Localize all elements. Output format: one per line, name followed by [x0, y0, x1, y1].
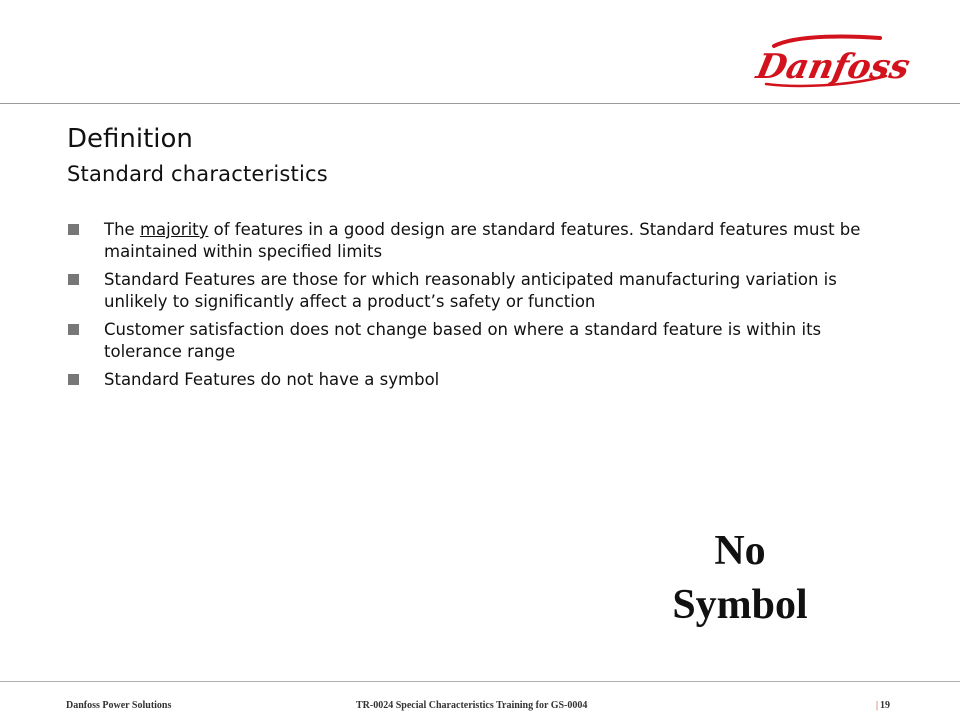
square-bullet-icon — [68, 374, 79, 385]
no-symbol-callout — [620, 524, 860, 632]
bullet-item — [67, 269, 867, 313]
slide-subtitle: Standard characteristics — [67, 162, 328, 186]
footer-page — [876, 700, 890, 712]
header-divider — [0, 103, 960, 104]
bullet-text: Standard Features do not have a symbol — [104, 370, 440, 389]
footer-document-title: TR-0024 Special Characteristics Training for GS-0004 — [356, 700, 588, 711]
bullet-item — [67, 219, 867, 263]
bullet-text: Customer satisfaction does not change based on where a standard feature is within its tolerance range — [104, 320, 822, 361]
bullet-text: Standard Features are those for which reasonably anticipated manufacturing variation is unlikely to significantly affect a product’s safety or function — [104, 270, 837, 311]
slide-title: Definition — [67, 124, 193, 154]
bullet-item — [67, 369, 867, 391]
square-bullet-icon — [68, 224, 79, 235]
bullet-list — [67, 219, 867, 397]
bullet-text-post: of features in a good design are standard features. Standard features must be maintained within specified limits — [104, 220, 861, 261]
callout-line-1: No — [714, 528, 766, 574]
danfoss-logo — [753, 26, 914, 92]
footer-divider — [0, 681, 960, 682]
bullet-item — [67, 319, 867, 363]
page-separator: | — [876, 700, 879, 711]
callout-line-2: Symbol — [672, 582, 808, 628]
bullet-text-underlined: majority — [139, 220, 209, 239]
footer-company: Danfoss Power Solutions — [66, 700, 172, 711]
svg-text:Danfoss: Danfoss — [753, 47, 914, 87]
page-number: 19 — [880, 700, 891, 711]
square-bullet-icon — [68, 324, 79, 335]
square-bullet-icon — [68, 274, 79, 285]
bullet-text-pre: The — [104, 220, 140, 239]
